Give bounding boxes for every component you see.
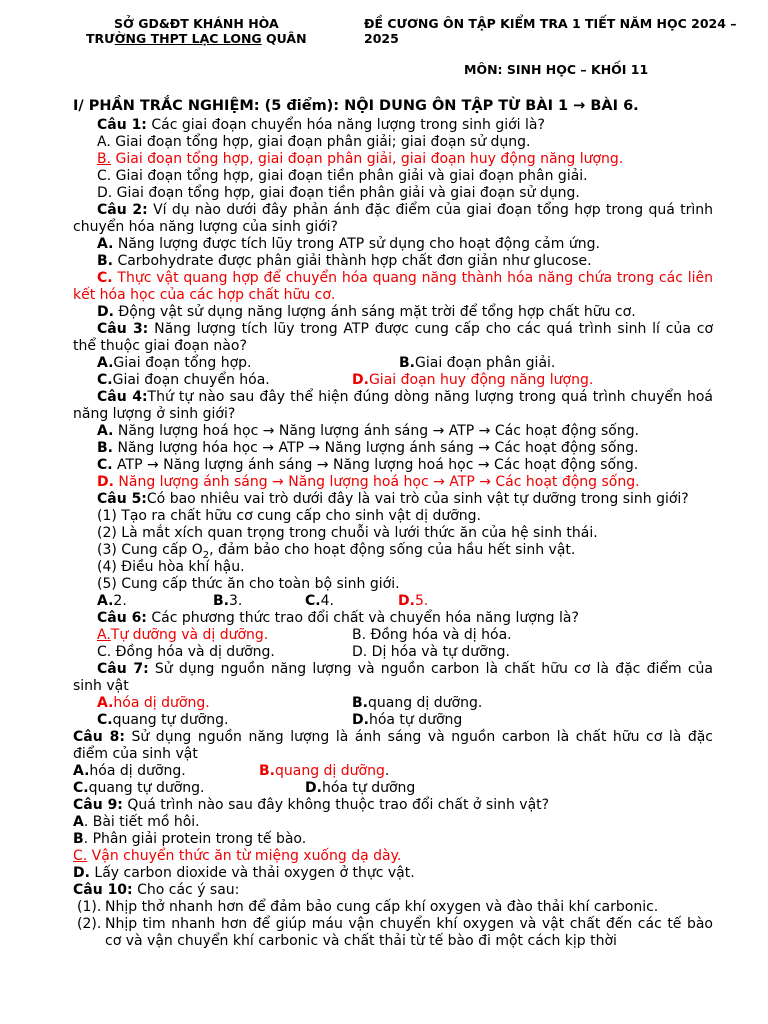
- option-d: D. Lấy carbon dioxide và thải oxygen ở thực vật.: [73, 865, 415, 881]
- subject-line: MÔN: SINH HỌC – KHỐI 11: [464, 62, 649, 77]
- option-a: A. Năng lượng được tích lũy trong ATP sử dụng cho hoạt động cảm ứng.: [97, 236, 600, 252]
- option-a-answer: A.hóa dị dưỡng.: [97, 695, 210, 711]
- option-c: C. Đồng hóa và dị dưỡng.: [97, 644, 275, 660]
- question-7: [73, 661, 713, 729]
- statement-4: (4) Điều hòa khí hậu.: [97, 559, 245, 575]
- question-stem: Câu 9: Quá trình nào sau đây không thuộc trao đổi chất ở sinh vật?: [73, 797, 550, 813]
- question-1: [73, 117, 713, 202]
- option-a: A.Giai đoạn tổng hợp.: [97, 355, 252, 371]
- header-right: [364, 16, 764, 77]
- option-a: A.hóa dị dưỡng.: [73, 763, 186, 779]
- document-body: [73, 98, 713, 950]
- option-d-answer: D. Năng lượng ánh sáng → Năng lượng hoá học → ATP → Các hoạt động sống.: [97, 474, 640, 490]
- question-stem: Câu 6: Các phương thức trao đổi chất và chuyển hóa năng lượng là?: [97, 610, 579, 626]
- options-row-2: [73, 644, 713, 661]
- option-d-answer: D.5.: [398, 593, 429, 609]
- options-row: [73, 593, 713, 610]
- question-8: [73, 729, 713, 797]
- option-c: C. ATP → Năng lượng ánh sáng → Năng lượng hoá học → Các hoạt động sống.: [97, 457, 639, 473]
- exam-title: ĐỀ CƯƠNG ÔN TẬP KIỂM TRA 1 TIẾT NĂM HỌC 2024 – 2025: [364, 16, 737, 46]
- option-b: B.quang dị dưỡng.: [352, 695, 483, 711]
- options-row-1: [73, 695, 713, 712]
- option-a: A. Bài tiết mồ hôi.: [73, 814, 200, 830]
- option-d: D. Giai đoạn tổng hợp, giai đoạn tiền phân giải và giai đoạn sử dụng.: [97, 185, 580, 201]
- question-10: [73, 882, 713, 950]
- option-a: A. Giai đoạn tổng hợp, giai đoạn phân giải; giai đoạn sử dụng.: [97, 134, 531, 150]
- options-row-1: [73, 763, 713, 780]
- option-b: B.Giai đoạn phân giải.: [399, 355, 556, 371]
- option-c-answer: C. Thực vật quang hợp để chuyển hóa quang năng thành hóa năng chứa trong các liên kết hóa học của các hợp chất hữu cơ.: [73, 270, 713, 303]
- option-c: C.Giai đoạn chuyển hóa.: [97, 372, 270, 388]
- option-b: B. Carbohydrate được phân giải thành hợp chất đơn giản như glucose.: [97, 253, 592, 269]
- option-c: C.quang tự dưỡng.: [97, 712, 229, 728]
- option-c: C.4.: [305, 593, 334, 609]
- option-a-answer: A.Tự dưỡng và dị dưỡng.: [97, 627, 269, 643]
- statement-3: (3) Cung cấp $O_2$, đảm bảo cho hoạt động sống của hầu hết sinh vật.: [97, 542, 576, 561]
- option-d: D.hóa tự dưỡng: [352, 712, 463, 728]
- question-5: [73, 491, 713, 610]
- option-c: C. Giai đoạn tổng hợp, giai đoạn tiền phân giải và giai đoạn phân giải.: [97, 168, 588, 184]
- question-6: [73, 610, 713, 661]
- question-9: [73, 797, 713, 882]
- question-stem: Câu 3: Năng lượng tích lũy trong ATP được cung cấp cho các quá trình sinh lí của cơ thể thuộc giai đoạn nào?: [73, 321, 714, 354]
- option-c: C.quang tự dưỡng.: [73, 780, 205, 796]
- section-title: I/ PHẦN TRẮC NGHIỆM: (5 điểm): NỘI DUNG ÔN TẬP TỪ BÀI 1 → BÀI 6.: [73, 98, 639, 114]
- options-row-1: [73, 355, 713, 372]
- options-row-2: [73, 712, 713, 729]
- option-d: D. Động vật sử dụng năng lượng ánh sáng mặt trời để tổng hợp chất hữu cơ.: [97, 304, 636, 320]
- option-b: B. Phân giải protein trong tế bào.: [73, 831, 307, 847]
- statement-1: (1). Nhịp thở nhanh hơn để đảm bảo cung cấp khí oxygen và đào thải khí carbonic.: [77, 899, 659, 915]
- school-name: TRƯỜNG THPT LẠC LONG QUÂN: [86, 31, 307, 46]
- question-2: [73, 202, 713, 321]
- option-a: A.2.: [97, 593, 127, 609]
- department-name: SỞ GD&ĐT KHÁNH HÒA: [113, 16, 279, 31]
- question-3: [73, 321, 713, 389]
- question-4: [73, 389, 713, 491]
- header-left: [86, 16, 307, 46]
- statement-1: (1) Tạo ra chất hữu cơ cung cấp cho sinh vật dị dưỡng.: [97, 508, 482, 524]
- option-b: B. Đồng hóa và dị hóa.: [352, 627, 512, 643]
- question-stem: Câu 7: Sử dụng nguồn năng lượng và nguồn carbon là chất hữu cơ là đặc điểm của sinh vật: [73, 661, 713, 694]
- option-b-answer: B. Giai đoạn tổng hợp, giai đoạn phân giải, giai đoạn huy động năng lượng.: [97, 151, 624, 167]
- statement-2: (2) Là mắt xích quan trọng trong chuỗi và lưới thức ăn của hệ sinh thái.: [97, 525, 598, 541]
- option-b: B. Năng lượng hóa học → ATP → Năng lượng ánh sáng → Các hoạt động sống.: [97, 440, 639, 456]
- question-stem: Câu 5:Có bao nhiêu vai trò dưới đây là vai trò của sinh vật tự dưỡng trong sinh giới?: [97, 491, 689, 507]
- options-row-1: [73, 627, 713, 644]
- statement-5: (5) Cung cấp thức ăn cho toàn bộ sinh giới.: [97, 576, 400, 592]
- question-stem: Câu 2: Ví dụ nào dưới đây phản ánh đặc điểm của giai đoạn tổng hợp trong quá trình chuyển hóa năng lượng của sinh giới?: [73, 202, 714, 235]
- option-d: D. Dị hóa và tự dưỡng.: [352, 644, 510, 660]
- option-b: B.3.: [213, 593, 243, 609]
- option-d: D.hóa tự dưỡng: [305, 780, 416, 796]
- question-stem: Câu 8: Sử dụng nguồn năng lượng là ánh sáng và nguồn carbon là chất hữu cơ là đặc điểm của sinh vật: [73, 729, 713, 762]
- option-c-answer: C. Vận chuyển thức ăn từ miệng xuống dạ dày.: [73, 848, 402, 864]
- options-row-2: [73, 780, 713, 797]
- option-b-answer: B.quang dị dưỡng.: [259, 763, 390, 779]
- question-stem: Câu 10: Cho các ý sau:: [73, 882, 240, 898]
- options-row-2: [73, 372, 713, 389]
- statement-2: (2). Nhịp tim nhanh hơn để giúp máu vận chuyển khí oxygen và vật chất đến các tế bào cơ và vận chuyển khí carbonic và chất thải từ tế bào đi một cách kịp thời: [77, 916, 713, 949]
- question-stem: Câu 1: Các giai đoạn chuyển hóa năng lượng trong sinh giới là?: [97, 117, 545, 133]
- option-d-answer: D.Giai đoạn huy động năng lượng.: [352, 372, 594, 388]
- question-stem: Câu 4:Thứ tự nào sau đây thể hiện đúng dòng năng lượng trong quá trình chuyển hoá năng lượng ở sinh giới?: [73, 389, 713, 422]
- option-a: A. Năng lượng hoá học → Năng lượng ánh sáng → ATP → Các hoạt động sống.: [97, 423, 640, 439]
